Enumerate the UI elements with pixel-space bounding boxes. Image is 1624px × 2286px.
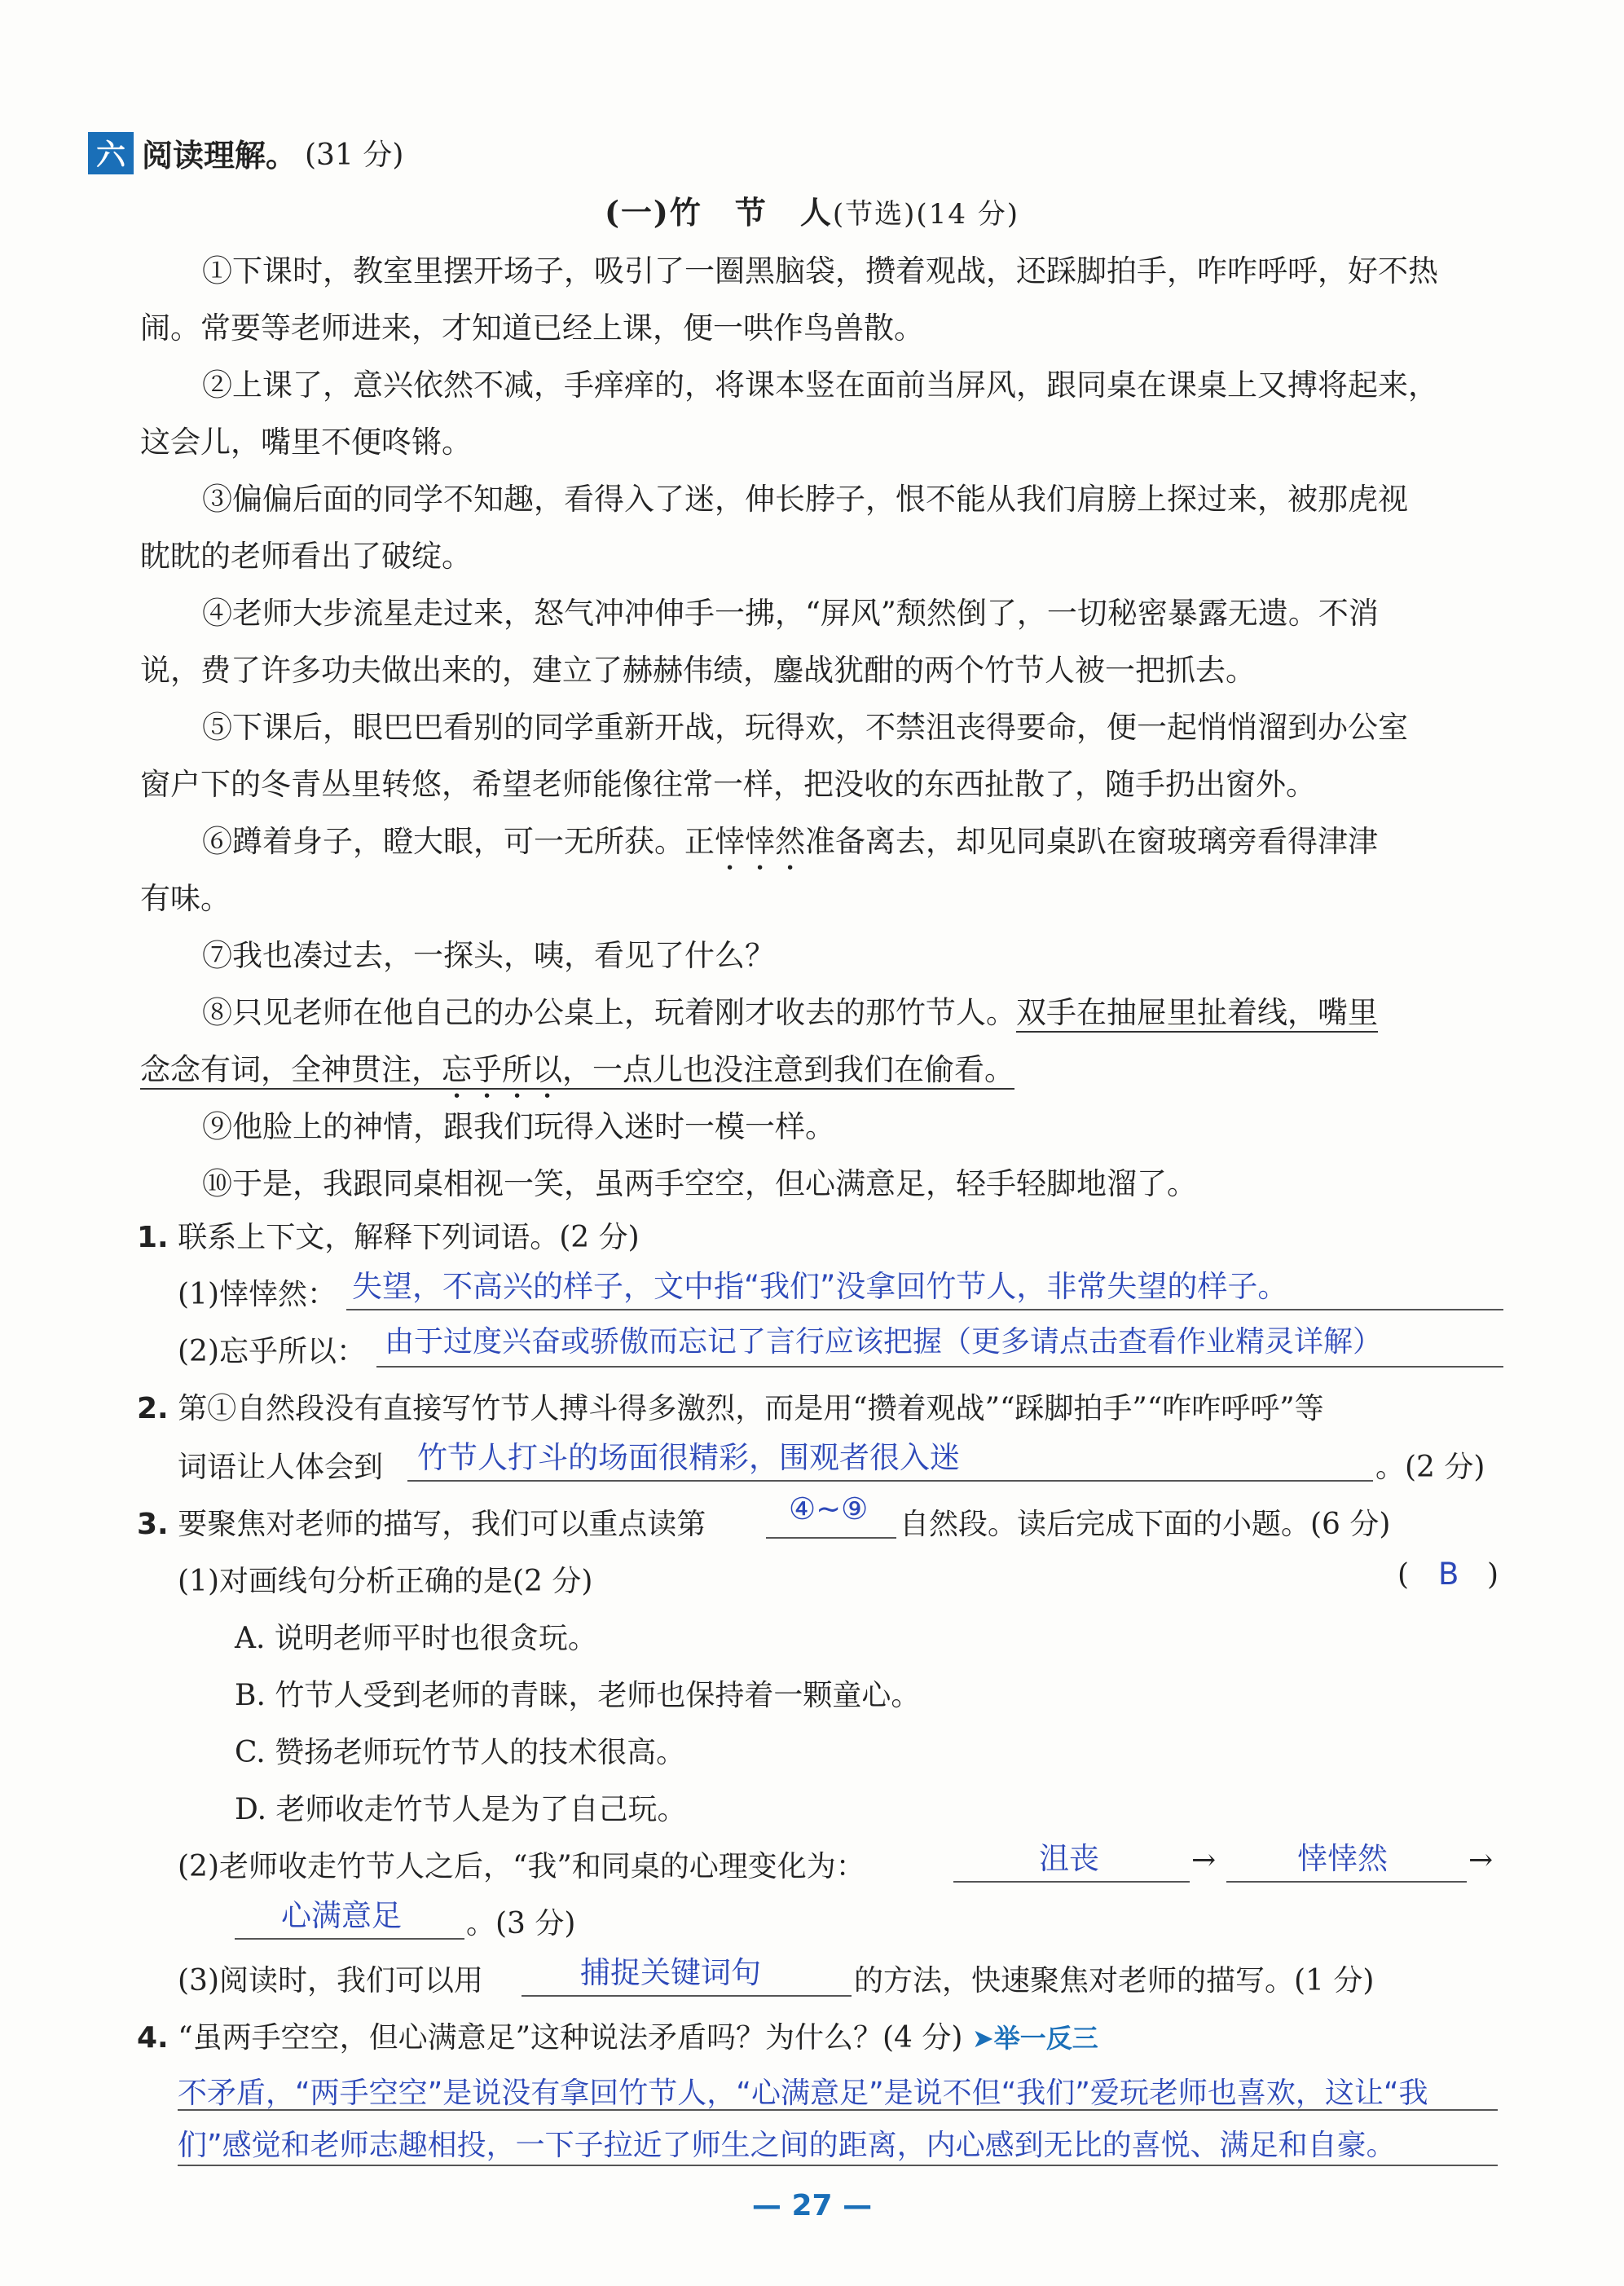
section-title: 阅读理解。 (142, 138, 297, 174)
paragraph-2-line-2: 这会儿，嘴里不便咚锵。 (140, 425, 472, 460)
question-4-number: 4. (137, 2021, 169, 2055)
practice-tag: ➤举一反三 (971, 2023, 1098, 2054)
answer-3-2-a: 沮丧 (1039, 1841, 1099, 1876)
option-b: B. 竹节人受到老师的青睐，老师也保持着一颗童心。 (235, 1679, 921, 1712)
question-3-sub-1-paren-left: ( (1397, 1558, 1410, 1592)
question-2-line-1 (137, 1385, 1324, 1427)
underlined-sentence-part-3: ，一点儿也没注意到我们在偷看。 (562, 1052, 1014, 1087)
option-d: D. 老师收走竹节人是为了自己玩。 (235, 1793, 687, 1826)
section-score: (31 分) (305, 139, 404, 172)
paragraph-6-line-2: 有味。 (140, 881, 231, 916)
arrow-1: → (1191, 1843, 1217, 1877)
answer-1-1: 失望，不高兴的样子，文中指“我们”没拿回竹节人，非常失望的样子。 (352, 1269, 1288, 1304)
question-3-sub-3-post: 的方法，快速聚焦对老师的描写。(1 分) (854, 1964, 1375, 1997)
question-4 (137, 2015, 1098, 2056)
dotted-word-wanghusuoyi: 忘乎所以 (442, 1052, 562, 1087)
underlined-sentence-part-1: 双手在抽屉里扯着线，嘴里 (1016, 995, 1378, 1030)
question-3-sub-1-paren-right: ) (1487, 1558, 1499, 1592)
question-2-number: 2. (137, 1392, 169, 1425)
answer-line (178, 2165, 1498, 2166)
answer-line (178, 2109, 1498, 2111)
dotted-word-xingxingran: 悻悻然 (715, 824, 805, 859)
answer-line (953, 1881, 1190, 1883)
paragraph-9: ⑨他脸上的神情，跟我们玩得入迷时一模一样。 (202, 1109, 835, 1144)
answer-3-2-c: 心满意足 (281, 1898, 402, 1933)
question-3-number: 3. (137, 1508, 169, 1541)
question-3-text-post: 自然段。读后完成下面的小题。(6 分) (900, 1508, 1391, 1541)
paragraph-1-line-1: ①下课时，教室里摆开场子，吸引了一圈黑脑袋，攒着观战，还踩脚拍手，咋咋呼呼，好不热 (202, 253, 1438, 289)
section-header (88, 130, 403, 175)
passage-title-text: (一)竹 节 人 (604, 194, 833, 231)
paragraph-8-text-pre: ⑧只见老师在他自己的办公桌上，玩着刚才收去的那竹节人。 (202, 995, 1016, 1030)
paragraph-2-line-1: ②上课了，意兴依然不减，手痒痒的，将课本竖在面前当屏风，跟同桌在课桌上又搏将起来， (202, 368, 1438, 403)
option-c: C. 赞扬老师玩竹节人的技术很高。 (235, 1736, 686, 1769)
paragraph-5-line-1: ⑤下课后，眼巴巴看别的同学重新开战，玩得欢，不禁沮丧得要命，便一起悄悄溜到办公室 (202, 710, 1408, 745)
page-number: — 27 — (751, 2189, 873, 2222)
paragraph-3-line-2: 眈眈的老师看出了破绽。 (140, 539, 472, 574)
answer-line (522, 1995, 852, 1997)
answer-line (376, 1366, 1503, 1368)
question-2-text: 第①自然段没有直接写竹节人搏斗得多激烈，而是用“攒着观战”“踩脚拍手”“咋咋呼呼”等 (178, 1392, 1324, 1425)
paragraph-8-line-1 (202, 988, 1378, 1032)
answer-2: 竹节人打斗的场面很精彩，围观者很入迷 (417, 1440, 960, 1475)
answer-3-1: B (1438, 1557, 1459, 1592)
question-3 (137, 1501, 706, 1543)
paragraph-10: ⑩于是，我跟同桌相视一笑，虽两手空空，但心满意足，轻手轻脚地溜了。 (202, 1166, 1197, 1201)
answer-line (346, 1309, 1503, 1310)
question-2-prompt: 词语让人体会到 (178, 1451, 384, 1484)
answer-line (1226, 1881, 1467, 1883)
paragraph-8-line-2 (140, 1045, 1014, 1105)
answer-3-3: 捕捉关键词句 (580, 1955, 761, 1990)
answer-4-line-1: 不矛盾，“两手空空”是说没有拿回竹节人，“心满意足”是说不但“我们”爱玩老师也喜欢，这让“我 (178, 2077, 1428, 2110)
question-3-text-pre: 要聚焦对老师的描写，我们可以重点读第 (178, 1508, 706, 1541)
question-3-sub-1: (1)对画线句分析正确的是(2 分) (178, 1565, 593, 1598)
paragraph-1-line-2: 闹。常要等老师进来，才知道已经上课，便一哄作鸟兽散。 (140, 311, 924, 346)
answer-4-line-2: 们”感觉和老师志趣相投，一下子拉近了师生之间的距离，内心感到无比的喜悦、满足和自豪。 (178, 2129, 1396, 2162)
paragraph-3-line-1: ③偏偏后面的同学不知趣，看得入了迷，伸长脖子，恨不能从我们肩膀上探过来，被那虎视 (202, 482, 1408, 517)
answer-line (766, 1537, 896, 1539)
answer-line (235, 1938, 464, 1940)
paragraph-6-text-post: 准备离去，却见同桌趴在窗玻璃旁看得津津 (805, 824, 1378, 859)
question-1 (137, 1214, 640, 1256)
passage-title (0, 187, 1624, 232)
arrow-2: → (1468, 1843, 1494, 1877)
paragraph-7: ⑦我也凑过去，一探头，咦，看见了什么？ (202, 938, 775, 973)
paragraph-4-line-1: ④老师大步流星走过来，怒气冲冲伸手一拂，“屏风”颓然倒了，一切秘密暴露无遗。不消 (202, 596, 1379, 631)
question-4-text: “虽两手空空，但心满意足”这种说法矛盾吗？为什么？(4 分) (178, 2021, 963, 2055)
section-badge: 六 (88, 132, 134, 174)
question-2-score: 。(2 分) (1375, 1451, 1485, 1484)
answer-line (407, 1480, 1373, 1482)
question-1-number: 1. (137, 1221, 169, 1254)
passage-title-note: (节选)(14 分) (832, 198, 1020, 231)
option-a: A. 说明老师平时也很贪玩。 (235, 1622, 597, 1655)
paragraph-5-line-2: 窗户下的冬青丛里转悠，希望老师能像往常一样，把没收的东西扯散了，随手扔出窗外。 (140, 767, 1316, 802)
question-3-sub-2-score: 。(3 分) (466, 1907, 576, 1940)
question-3-sub-3-pre: (3)阅读时，我们可以用 (178, 1964, 483, 1997)
question-1-text: 联系上下文，解释下列词语。(2 分) (178, 1221, 640, 1254)
answer-1-2: 由于过度兴奋或骄傲而忘记了言行应该把握（更多请点击查看作业精灵详解） (385, 1325, 1383, 1359)
paragraph-6-line-1 (202, 817, 1378, 877)
underlined-sentence-part-2: 念念有词，全神贯注， (140, 1052, 442, 1087)
answer-3-2-b: 悻悻然 (1297, 1841, 1388, 1876)
question-1-sub-2-label: (2)忘乎所以： (178, 1335, 366, 1368)
paragraph-6-text-pre: ⑥蹲着身子，瞪大眼，可一无所获。正 (202, 824, 715, 859)
paragraph-4-line-2: 说，费了许多功夫做出来的，建立了赫赫伟绩，鏖战犹酣的两个竹节人被一把抓去。 (140, 653, 1256, 688)
question-3-sub-2: (2)老师收走竹节人之后，“我”和同桌的心理变化为： (178, 1850, 865, 1883)
question-1-sub-1-label: (1)悻悻然： (178, 1278, 337, 1311)
answer-3: ④~⑨ (789, 1491, 869, 1526)
